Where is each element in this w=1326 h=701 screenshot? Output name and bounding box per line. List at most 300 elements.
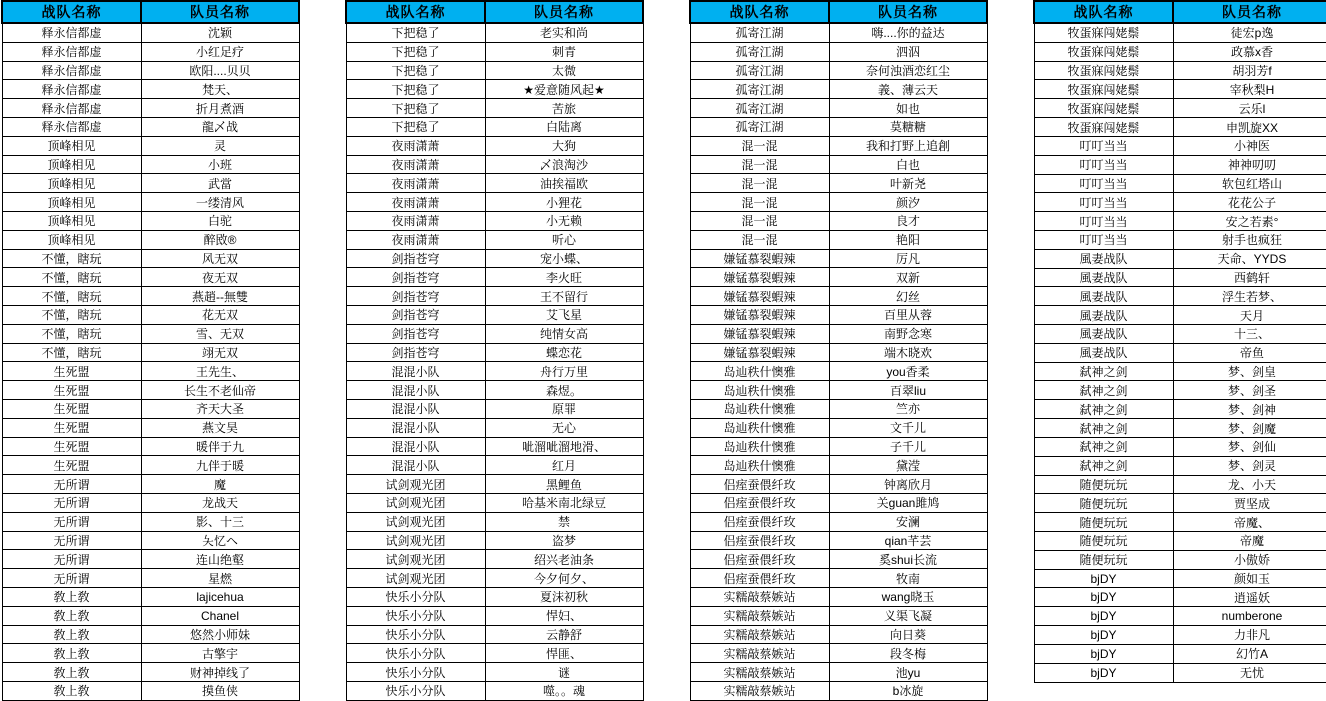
member-name-cell: 幻丝 [829,287,987,306]
team-name-cell: 无所谓 [2,531,141,550]
table-row [1034,531,1326,550]
team-name-cell: 混一混 [690,155,829,174]
table-row [690,23,987,42]
member-name-cell: 池yu [829,663,987,682]
member-name-cell: 義、薄云天 [829,80,987,99]
team-name-cell: 侣痓蚕偎纤玫 [690,569,829,588]
member-name-cell: 悠然小师妹 [141,625,299,644]
team-name-cell: bjDY [1034,663,1173,682]
member-name-cell: 影、十三 [141,512,299,531]
member-name-cell: 小狸花 [485,193,643,212]
member-name-cell: 段冬梅 [829,644,987,663]
team-name-cell: 夜雨潇萧 [346,230,485,249]
table-body [690,23,987,701]
team-name-cell: 弑神之剑 [1034,381,1173,400]
table-row [690,606,987,625]
member-name-cell: 胡羽芳f [1173,61,1326,80]
member-name-cell: 乄浪淘沙 [485,155,643,174]
member-name-cell: 幻竹A [1173,644,1326,663]
member-name-cell: 安之若素° [1173,212,1326,231]
member-name-cell: 哈基米南北绿豆 [485,493,643,512]
member-name-cell: 夜无双 [141,268,299,287]
team-name-cell: 顶峰相见 [2,155,141,174]
table-row [690,681,987,700]
team-name-cell: 岛辿秩什懊雅 [690,399,829,418]
team-name-cell: 随便玩玩 [1034,531,1173,550]
team-name-cell: 岛辿秩什懊雅 [690,362,829,381]
team-name-cell: 剑指苍穹 [346,268,485,287]
member-name-cell: 文千儿 [829,418,987,437]
table-row [1034,136,1326,155]
table-row [690,437,987,456]
table-row [2,61,299,80]
member-name-cell: 帝鱼 [1173,343,1326,362]
team-name-cell: 不懂，瞎玩 [2,287,141,306]
team-name-cell: 敎上敎 [2,606,141,625]
table-row [2,193,299,212]
table-row [346,249,643,268]
member-name-cell: 小神医 [1173,136,1326,155]
member-name-cell: 云乐l [1173,99,1326,118]
team-name-cell: 牧蛋寐闯姥鬃 [1034,118,1173,137]
team-name-cell: 岛辿秩什懊雅 [690,418,829,437]
table-row [2,587,299,606]
member-name-cell: 龍乄战 [141,118,299,137]
member-name-header: 队员名称 [1173,1,1326,23]
member-name-cell: 义渠飞凝 [829,606,987,625]
team-name-cell: 生死盟 [2,362,141,381]
member-name-cell: 油挨福欧 [485,174,643,193]
team-name-cell: 不懂，瞎玩 [2,268,141,287]
team-name-cell: 叮叮当当 [1034,136,1173,155]
team-name-cell: 弑神之剑 [1034,437,1173,456]
team-name-cell: 夜雨潇萧 [346,155,485,174]
member-name-cell: 夏沫初秋 [485,587,643,606]
member-name-cell: 帝魔、 [1173,513,1326,532]
table-row [690,42,987,61]
team-name-header: 战队名称 [2,1,141,23]
member-name-cell: ★爱意随风起★ [485,80,643,99]
table-row [690,136,987,155]
team-name-cell: 敎上敎 [2,681,141,700]
team-name-cell: 剑指苍穹 [346,343,485,362]
team-name-cell: 夜雨潇萧 [346,136,485,155]
table-row [690,362,987,381]
member-name-cell: 逍遥妖 [1173,588,1326,607]
table-row [346,174,643,193]
member-name-cell: 齐天大圣 [141,399,299,418]
table-row [1034,61,1326,80]
table-row [690,531,987,550]
table-row [1034,362,1326,381]
member-name-cell: 悍妇、 [485,606,643,625]
table-row [1034,550,1326,569]
member-name-cell: 艳阳 [829,230,987,249]
table-row [346,268,643,287]
table-row [346,155,643,174]
table-row [346,606,643,625]
team-name-cell: 風妻战队 [1034,249,1173,268]
table-row [690,512,987,531]
member-name-cell: 钟离欣月 [829,475,987,494]
member-name-cell: 颜如玉 [1173,569,1326,588]
member-name-cell: 泗泅 [829,42,987,61]
table-row [690,268,987,287]
team-name-cell: 孤寄江湖 [690,99,829,118]
team-name-cell: 不懂，瞎玩 [2,249,141,268]
member-name-cell: 浮生若梦、 [1173,287,1326,306]
member-name-cell: 王先生、 [141,362,299,381]
table-row [690,418,987,437]
team-name-cell: 叮叮当当 [1034,155,1173,174]
member-name-cell: 蝶恋花 [485,343,643,362]
team-name-cell: 弑神之剑 [1034,400,1173,419]
table-row [690,155,987,174]
member-name-header: 队员名称 [485,1,643,23]
member-name-cell: 舟行万里 [485,362,643,381]
table-row [346,437,643,456]
team-name-cell: 快乐小分队 [346,625,485,644]
team-name-cell: 释永信都虚 [2,42,141,61]
member-name-cell: 政慕x香 [1173,42,1326,61]
team-name-cell: 无所谓 [2,493,141,512]
table-row [2,606,299,625]
team-name-cell: 剑指苍穹 [346,287,485,306]
team-name-cell: 弑神之剑 [1034,362,1173,381]
table-row [1034,419,1326,438]
member-name-cell: 折月煮酒 [141,99,299,118]
table-row [1034,155,1326,174]
table-row [2,211,299,230]
table-row [690,399,987,418]
member-name-cell: 沈颖 [141,23,299,42]
member-name-cell: 悍匪、 [485,644,643,663]
table-row [1034,569,1326,588]
team-name-cell: bjDY [1034,569,1173,588]
member-name-cell: 颜汐 [829,193,987,212]
table-row [2,475,299,494]
member-name-cell: 禁 [485,512,643,531]
member-name-cell: 梦、剑仙 [1173,437,1326,456]
table-row [690,249,987,268]
table-row [346,493,643,512]
member-name-cell: 黑鲤鱼 [485,475,643,494]
table-row [2,456,299,475]
member-name-cell: 梦、剑灵 [1173,456,1326,475]
table-row [690,61,987,80]
member-name-cell: 暖伴于九 [141,437,299,456]
team-name-cell: bjDY [1034,626,1173,645]
member-name-cell: 帝魔 [1173,531,1326,550]
team-name-cell: 释永信都虚 [2,80,141,99]
member-name-cell: 我和打野上追創 [829,136,987,155]
member-name-cell: 今夕何夕、 [485,569,643,588]
team-name-cell: 風妻战队 [1034,287,1173,306]
table-row [346,193,643,212]
table-row [690,663,987,682]
team-name-cell: 生死盟 [2,456,141,475]
member-name-cell: 原罪 [485,399,643,418]
team-name-cell: 下把稳了 [346,118,485,137]
table-row [2,118,299,137]
team-name-cell: 实糯敲蔡嫉站 [690,625,829,644]
team-name-cell: 无所谓 [2,512,141,531]
member-name-cell: 梦、剑皇 [1173,362,1326,381]
member-name-cell: 财神掉线了 [141,663,299,682]
table-row [2,80,299,99]
table-row [690,324,987,343]
table-row [1034,80,1326,99]
table-row [690,287,987,306]
team-name-cell: 混混小队 [346,362,485,381]
table-row [2,569,299,588]
team-name-cell: 弑神之剑 [1034,419,1173,438]
table-row [690,493,987,512]
table-body [1034,23,1326,683]
table-row [1034,230,1326,249]
member-name-cell: 李火旺 [485,268,643,287]
table-row [1034,99,1326,118]
member-name-cell: 百翠liu [829,381,987,400]
table-row [690,174,987,193]
member-name-cell: 奚shui长流 [829,550,987,569]
table-row [1034,343,1326,362]
team-name-cell: 释永信都虚 [2,99,141,118]
member-name-cell: 梦、剑神 [1173,400,1326,419]
member-name-cell: 云静舒 [485,625,643,644]
member-name-cell: 梵天、 [141,80,299,99]
team-name-cell: 孤寄江湖 [690,61,829,80]
table-row [2,230,299,249]
team-name-cell: 侣痓蚕偎纤玫 [690,550,829,569]
table-row [1034,588,1326,607]
header-row [2,1,299,23]
table-row [2,324,299,343]
table-row [346,681,643,700]
team-name-cell: 敎上敎 [2,644,141,663]
table-row [346,550,643,569]
table-row [2,418,299,437]
team-name-header: 战队名称 [690,1,829,23]
table-row [2,625,299,644]
member-name-cell: 厉凡 [829,249,987,268]
team-name-cell: 快乐小分队 [346,587,485,606]
member-name-cell: 魔 [141,475,299,494]
member-name-cell: 艾飞星 [485,305,643,324]
table-row [346,42,643,61]
table-row [346,99,643,118]
member-name-cell: 神神叨叨 [1173,155,1326,174]
member-name-cell: 太微 [485,61,643,80]
table-row [346,625,643,644]
team-name-cell: 实糯敲蔡嫉站 [690,587,829,606]
table-row [346,531,643,550]
table-row [346,381,643,400]
table-row [2,437,299,456]
table-row [346,80,643,99]
table-row [1034,644,1326,663]
team-name-cell: 试剑观光团 [346,493,485,512]
table-row [1034,306,1326,325]
member-name-cell: 黛滢 [829,456,987,475]
member-name-cell: 宰秋梨H [1173,80,1326,99]
table-row [346,569,643,588]
table-row [346,343,643,362]
table-row [346,399,643,418]
table-row [690,587,987,606]
table-row [1034,607,1326,626]
table-row [1034,437,1326,456]
table-row [346,362,643,381]
member-name-cell: 白陆离 [485,118,643,137]
table-row [346,118,643,137]
team-name-cell: 释永信都虚 [2,118,141,137]
team-name-cell: 随便玩玩 [1034,475,1173,494]
member-name-cell: 龙、小天 [1173,475,1326,494]
table-row [690,475,987,494]
member-name-header: 队员名称 [141,1,299,23]
table-row [690,644,987,663]
member-name-cell: 摸鱼侠 [141,681,299,700]
table-row [1034,325,1326,344]
table-row [346,61,643,80]
team-name-cell: 下把稳了 [346,99,485,118]
member-name-cell: 红月 [485,456,643,475]
team-name-cell: 混混小队 [346,381,485,400]
member-name-cell: 燕文昊 [141,418,299,437]
table-row [2,155,299,174]
table-row [2,287,299,306]
member-name-cell: 花无双 [141,305,299,324]
member-name-cell: 醉敃® [141,230,299,249]
table-row [346,287,643,306]
team-name-cell: 混一混 [690,230,829,249]
table-row [690,193,987,212]
member-name-cell: 叶新尧 [829,174,987,193]
table-row [2,23,299,42]
table-row [1034,174,1326,193]
team-name-cell: 叮叮当当 [1034,193,1173,212]
table-row [346,211,643,230]
team-name-header: 战队名称 [346,1,485,23]
team-name-cell: 不懂，瞎玩 [2,305,141,324]
member-name-cell: 王不留行 [485,287,643,306]
member-name-cell: qian芊芸 [829,531,987,550]
team-name-cell: 试剑观光团 [346,550,485,569]
team-name-cell: 生死盟 [2,399,141,418]
table-row [1034,626,1326,645]
team-name-cell: 快乐小分队 [346,644,485,663]
team-name-cell: 快乐小分队 [346,606,485,625]
header-row [1034,1,1326,23]
table-row [346,456,643,475]
table-row [346,418,643,437]
table-row [1034,475,1326,494]
team-name-cell: 顶峰相见 [2,211,141,230]
member-name-cell: 天命、YYDS [1173,249,1326,268]
team-name-cell: 实糯敲蔡嫉站 [690,644,829,663]
table-row [1034,400,1326,419]
team-name-cell: 風妻战队 [1034,325,1173,344]
team-name-cell: 孤寄江湖 [690,23,829,42]
member-name-cell: 安澜 [829,512,987,531]
team-name-cell: 孤寄江湖 [690,42,829,61]
member-name-cell: 小红足疗 [141,42,299,61]
table-row [2,136,299,155]
member-name-cell: 关guan雎鸠 [829,493,987,512]
member-name-cell: 良才 [829,211,987,230]
team-name-cell: 生死盟 [2,381,141,400]
member-name-cell: 小无赖 [485,211,643,230]
member-name-cell: 向日葵 [829,625,987,644]
team-name-cell: 不懂，瞎玩 [2,324,141,343]
team-name-cell: 混一混 [690,174,829,193]
member-name-cell: 老实和尚 [485,23,643,42]
team-name-cell: 下把稳了 [346,80,485,99]
team-name-cell: 释永信都虚 [2,61,141,80]
member-name-cell: 梦、剑圣 [1173,381,1326,400]
team-name-cell: 夜雨潇萧 [346,193,485,212]
team-name-cell: 随便玩玩 [1034,513,1173,532]
team-name-cell: 试剑观光团 [346,531,485,550]
team-name-cell: 風妻战队 [1034,343,1173,362]
team-name-cell: 孤寄江湖 [690,80,829,99]
team-name-cell: 嫌锰慕裂蝦辣 [690,305,829,324]
table-row [2,174,299,193]
team-name-cell: 岛辿秩什懊雅 [690,437,829,456]
member-name-cell: b冰旋 [829,681,987,700]
team-name-cell: 牧蛋寐闯姥鬃 [1034,80,1173,99]
table-row [346,663,643,682]
member-name-cell: Chanel [141,606,299,625]
table-row [690,343,987,362]
member-name-cell: wang晓玉 [829,587,987,606]
team-name-cell: 混混小队 [346,418,485,437]
member-name-cell: 花花公子 [1173,193,1326,212]
team-name-cell: 牧蛋寐闯姥鬃 [1034,42,1173,61]
member-name-cell: 苦旅 [485,99,643,118]
member-name-cell: numberone [1173,607,1326,626]
table-row [2,512,299,531]
team-name-cell: 下把稳了 [346,23,485,42]
member-name-cell: 风无双 [141,249,299,268]
table-row [2,268,299,287]
team-name-cell: 混一混 [690,193,829,212]
team-name-cell: 敎上敎 [2,663,141,682]
team-name-cell: 实糯敲蔡嫉站 [690,681,829,700]
member-name-cell: 噬。。魂 [485,681,643,700]
table-row [346,305,643,324]
table-row [1034,456,1326,475]
member-name-cell: 长生不老仙帝 [141,381,299,400]
team-name-cell: 剑指苍穹 [346,305,485,324]
member-name-cell: 连山绝壑 [141,550,299,569]
team-name-cell: 试剑观光团 [346,569,485,588]
team-name-cell: 快乐小分队 [346,663,485,682]
member-name-cell: 大狗 [485,136,643,155]
table-row [1034,212,1326,231]
member-name-cell: 南野念寒 [829,324,987,343]
table-row [690,305,987,324]
member-name-cell: 夨忆ヘ [141,531,299,550]
table-row [2,663,299,682]
table-row [690,550,987,569]
member-name-cell: 无心 [485,418,643,437]
member-name-cell: 贾坚成 [1173,494,1326,513]
member-name-cell: 十三、 [1173,325,1326,344]
member-name-cell: 嗨....你的益达 [829,23,987,42]
table-row [690,118,987,137]
